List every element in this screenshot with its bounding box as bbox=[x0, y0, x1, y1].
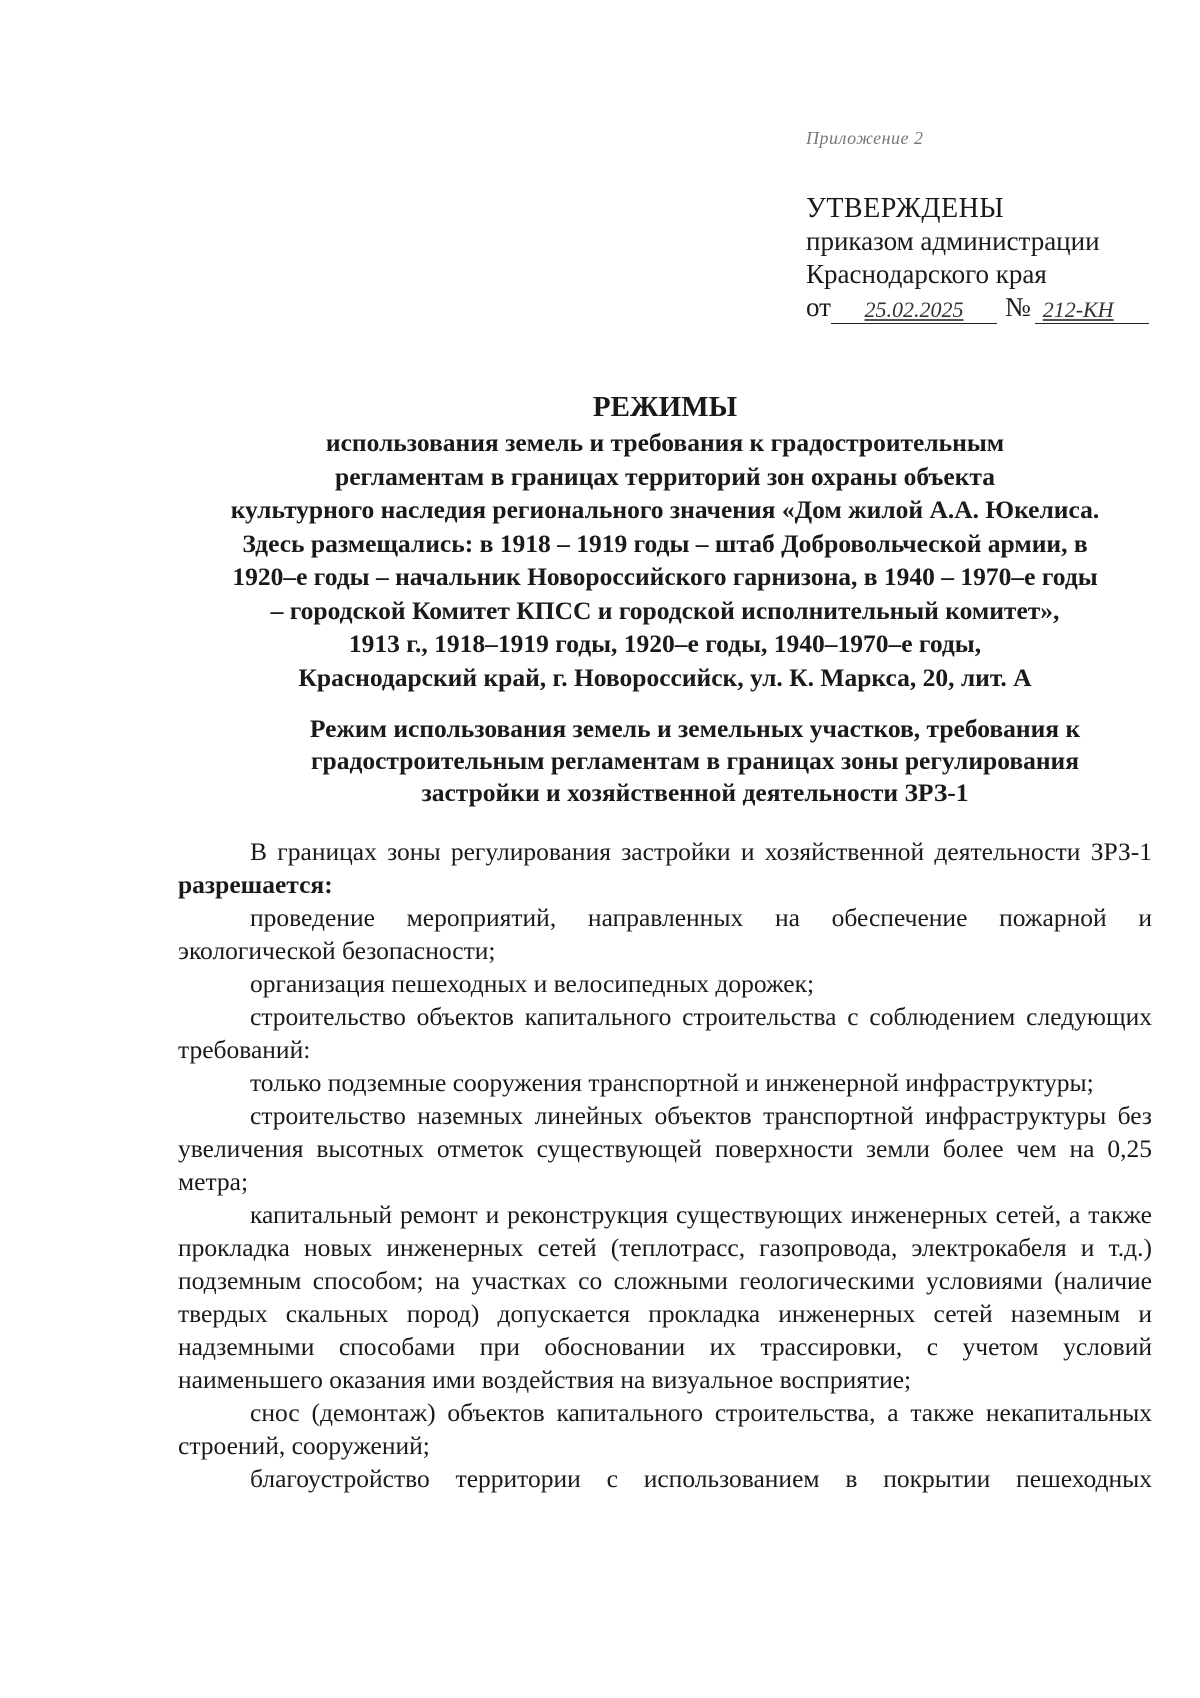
list-item: капитальный ремонт и реконструкция существующих инженерных сетей, а также прокладка новых инженерных сетей (теплотрасс, газопровода, электрокабеля и т.д.) подземным способом; на участках со сложными геологическими условиями (наличие твердых скальных пород) допускается прокладка инженерных сетей наземным и надземными способами при обосновании их трассировки, с учетом условий наименьшего оказания ими воздействия на визуальное восприятие; bbox=[178, 1200, 1152, 1394]
title-line: Здесь размещались: в 1918 – 1919 годы – штаб Добровольческой армии, в bbox=[242, 528, 1088, 558]
list-item: организация пешеходных и велосипедных дорожек; bbox=[250, 969, 815, 998]
intro-text: В границах зоны регулирования застройки и хозяйственной деятельности ЗРЗ-1 bbox=[250, 837, 1152, 866]
list-item: строительство наземных линейных объектов транспортной инфраструктуры без увеличения высотных отметок существующей поверхности земли более чем на 0,25 метра; bbox=[178, 1101, 1152, 1196]
title-line: – городской Комитет КПСС и городской исполнительный комитет», bbox=[270, 595, 1060, 625]
title-line: использования земель и требования к градостроительным bbox=[325, 428, 1005, 457]
section-heading-line: градостроительным регламентам в границах зоны регулирования bbox=[310, 746, 1080, 775]
title-line: 1913 г., 1918–1919 годы, 1920–е годы, 1940–1970–е годы, bbox=[348, 629, 982, 658]
title-line: 1920–е годы – начальник Новороссийского гарнизона, в 1940 – 1970–е годы bbox=[232, 562, 1098, 591]
title-line: Краснодарский край, г. Новороссийск, ул. К. Маркса, 20, лит. А bbox=[298, 662, 1032, 692]
list-item: только подземные сооружения транспортной и инженерной инфраструктуры; bbox=[250, 1068, 1094, 1097]
list-item: проведение мероприятий, направленных на обеспечение пожарной и экологической безопасности; bbox=[178, 903, 1152, 965]
appendix-label: Приложение 2 bbox=[806, 128, 924, 148]
document-title bbox=[170, 388, 1160, 694]
body-text bbox=[178, 835, 1152, 1495]
date-prefix: от bbox=[806, 292, 831, 322]
title-line: культурного наследия регионального значения «Дом жилой А.А. Юкелиса. bbox=[230, 495, 1100, 524]
main-title: РЕЖИМЫ bbox=[592, 391, 738, 423]
handwritten-date: 25.02.2025 bbox=[831, 297, 997, 324]
list-item: благоустройство территории с использованием в покрытии пешеходных bbox=[250, 1464, 1152, 1493]
title-line: регламентам в границах территорий зон охраны объекта bbox=[335, 461, 995, 491]
section-heading-line: Режим использования земель и земельных участков, требования к bbox=[309, 714, 1081, 743]
order-date-number-line bbox=[806, 291, 1149, 324]
approval-block bbox=[806, 192, 1149, 324]
number-prefix: № bbox=[1004, 292, 1031, 322]
intro-paragraph bbox=[178, 835, 1152, 901]
list-item: строительство объектов капитального строительства с соблюдением следующих требований: bbox=[178, 1002, 1152, 1064]
approved-heading: УТВЕРЖДЕНЫ bbox=[806, 193, 1005, 224]
list-item: снос (демонтаж) объектов капитального строительства, а также некапитальных строений, сооружений; bbox=[178, 1398, 1152, 1460]
approval-line-1: приказом администрации bbox=[806, 226, 1100, 256]
approval-line-2: Краснодарского края bbox=[806, 259, 1047, 289]
section-heading bbox=[230, 713, 1160, 809]
section-heading-line: застройки и хозяйственной деятельности ЗРЗ-1 bbox=[421, 778, 969, 807]
handwritten-number: 212-КН bbox=[1035, 297, 1149, 324]
intro-bold: разрешается: bbox=[178, 870, 333, 899]
